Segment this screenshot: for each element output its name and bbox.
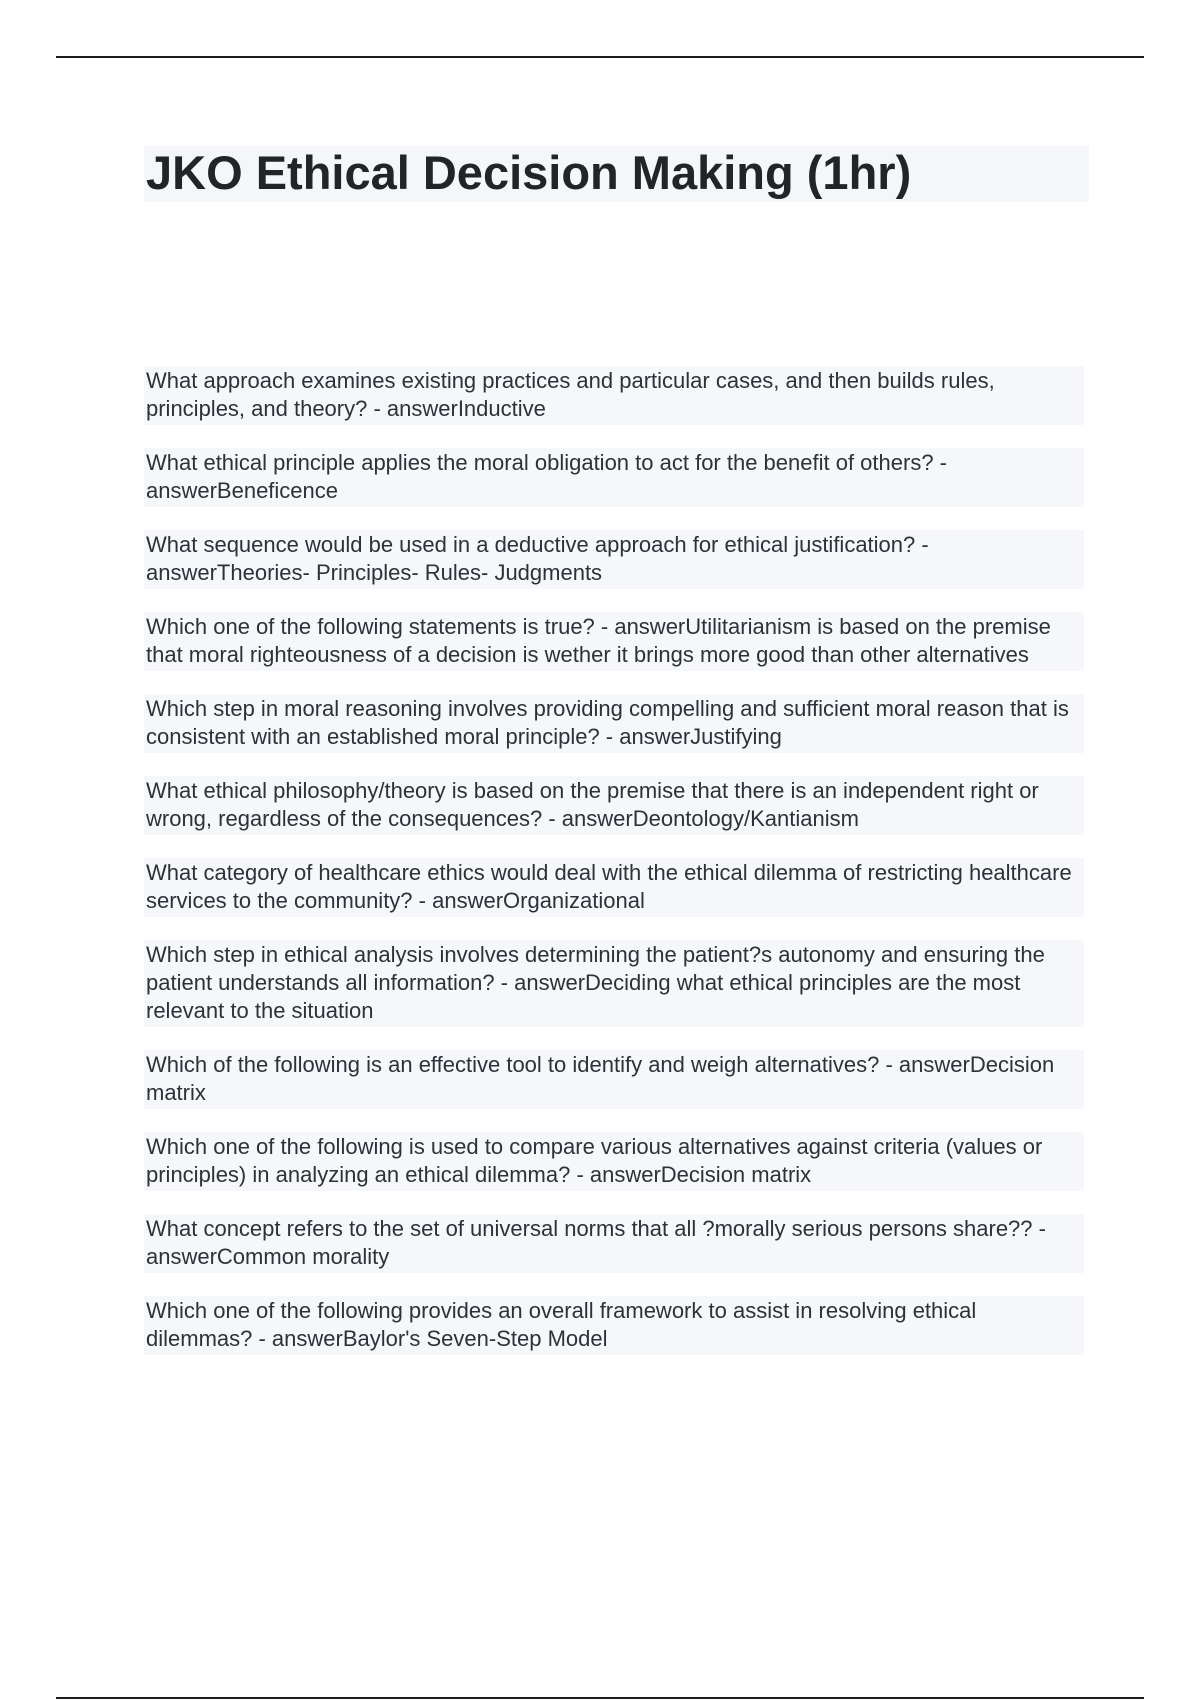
qa-item: Which one of the following provides an overall framework to assist in resolving ethical dilemmas? - answerBaylor's Seven-Step Model <box>144 1296 1084 1355</box>
qa-item: What sequence would be used in a deductive approach for ethical justification? - answerTheories- Principles- Rules- Judgments <box>144 530 1084 589</box>
qa-item: What approach examines existing practices and particular cases, and then builds rules, principles, and theory? - answerInductive <box>144 366 1084 425</box>
qa-item: What concept refers to the set of universal norms that all ?morally serious persons share?? - answerCommon morality <box>144 1214 1084 1273</box>
qa-item: What ethical philosophy/theory is based on the premise that there is an independent right or wrong, regardless of the consequences? - answerDeontology/Kantianism <box>144 776 1084 835</box>
qa-item: Which one of the following is used to compare various alternatives against criteria (values or principles) in analyzing an ethical dilemma? - answerDecision matrix <box>144 1132 1084 1191</box>
qa-list <box>144 366 1084 1378</box>
qa-item: Which step in ethical analysis involves determining the patient?s autonomy and ensuring the patient understands all information? - answerDeciding what ethical principles are the most relevant to the situation <box>144 940 1084 1027</box>
qa-item: Which step in moral reasoning involves providing compelling and sufficient moral reason that is consistent with an established moral principle? - answerJustifying <box>144 694 1084 753</box>
page-title: JKO Ethical Decision Making (1hr) <box>146 146 912 199</box>
bottom-divider <box>56 1697 1144 1699</box>
qa-item: Which one of the following statements is true? - answerUtilitarianism is based on the premise that moral righteousness of a decision is wether it brings more good than other alternatives <box>144 612 1084 671</box>
top-divider <box>56 56 1144 58</box>
qa-item: Which of the following is an effective tool to identify and weigh alternatives? - answerDecision matrix <box>144 1050 1084 1109</box>
qa-item: What category of healthcare ethics would deal with the ethical dilemma of restricting healthcare services to the community? - answerOrganizational <box>144 858 1084 917</box>
qa-item: What ethical principle applies the moral obligation to act for the benefit of others? - answerBeneficence <box>144 448 1084 507</box>
